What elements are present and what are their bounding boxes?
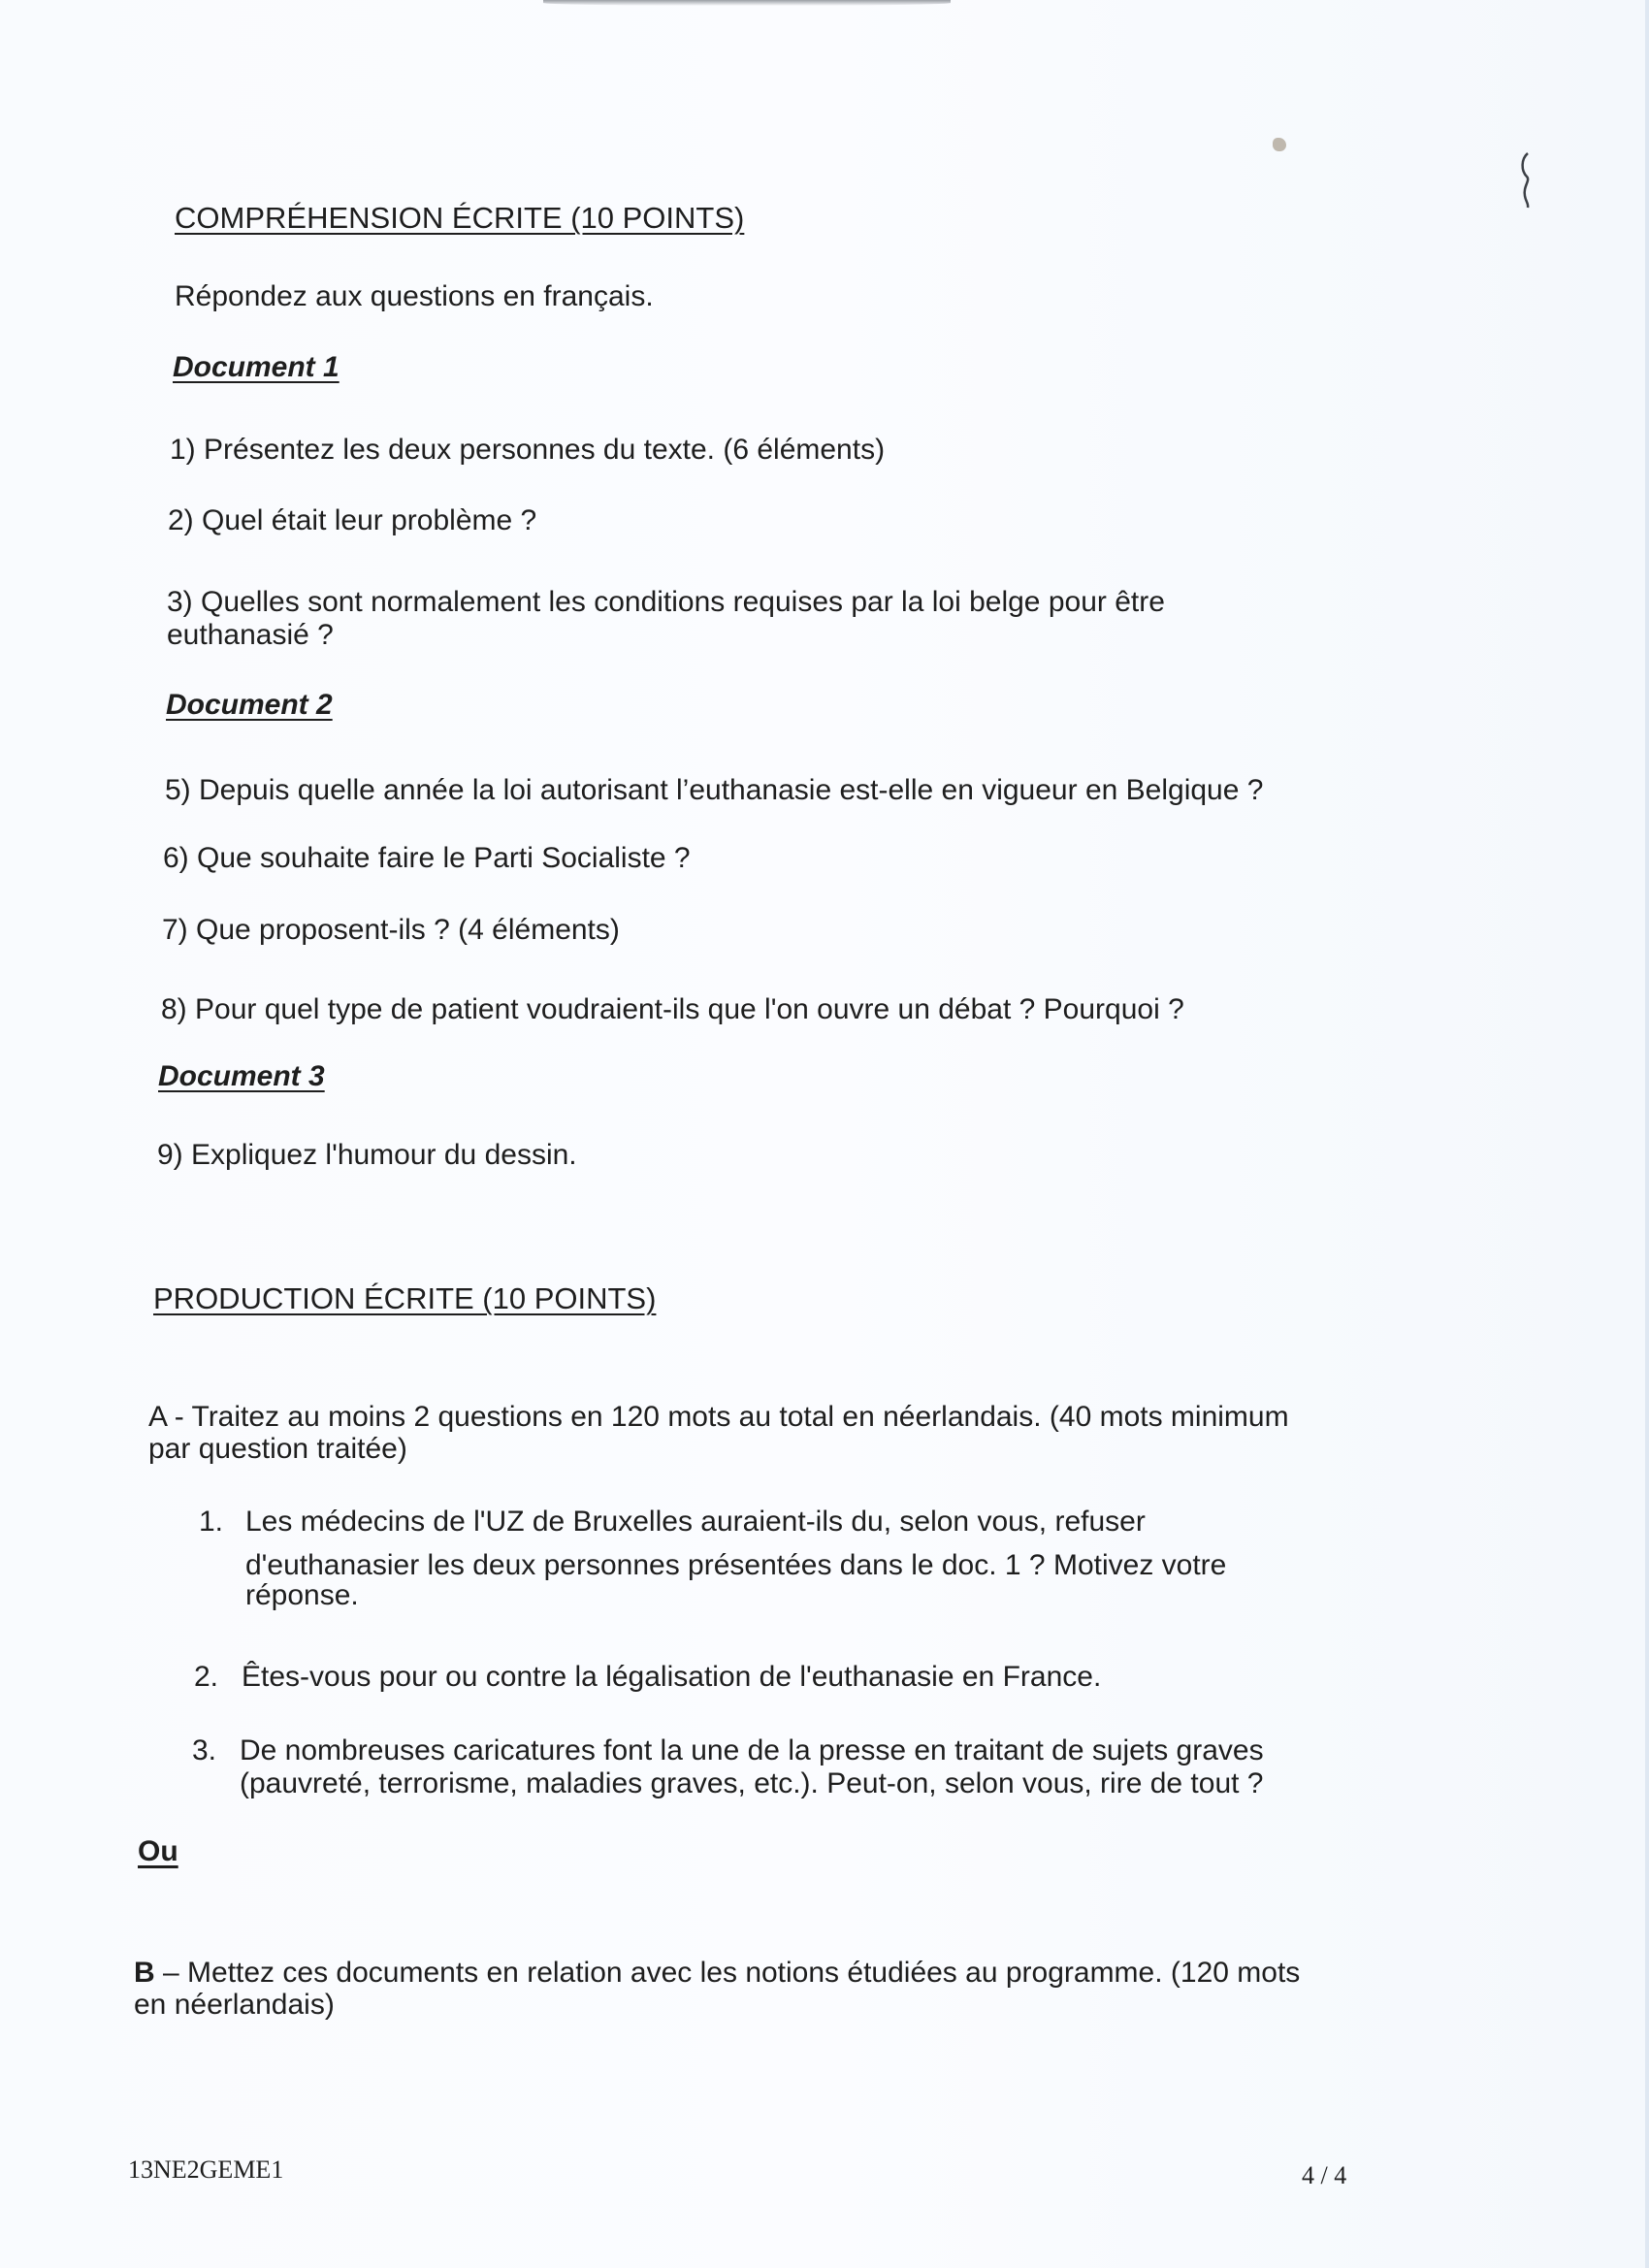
option-b-instruction: – Mettez ces documents en relation avec les notions étudiées au programme. (120 mots bbox=[154, 1957, 1301, 1989]
option-b-line-1 bbox=[134, 1957, 1300, 1990]
option-a-instruction: - Traitez au moins 2 questions en 120 mots au total en néerlandais. (40 mots minimum bbox=[166, 1401, 1289, 1433]
question-7: 7) Que proposent-ils ? (4 éléments) bbox=[162, 914, 620, 946]
question-3: 3) Quelles sont normalement les conditions requises par la loi belge pour être bbox=[167, 586, 1165, 618]
question-1: 1) Présentez les deux personnes du texte. (6 éléments) bbox=[170, 434, 886, 466]
question-8: 8) Pour quel type de patient voudraient-ils que l'on ouvre un débat ? Pourquoi ? bbox=[161, 993, 1184, 1025]
option-b-label: B bbox=[134, 1957, 155, 1989]
scan-shadow bbox=[543, 0, 951, 6]
item-2-number: 2. bbox=[194, 1661, 219, 1693]
question-5: 5) Depuis quelle année la loi autorisant l’euthanasie est-elle en vigueur en Belgique ? bbox=[165, 774, 1264, 806]
option-a-line-2: par question traitée) bbox=[148, 1433, 407, 1465]
option-b-line-2: en néerlandais) bbox=[134, 1989, 335, 2021]
item-2-line-1: Êtes-vous pour ou contre la légalisation de l'euthanasie en France. bbox=[242, 1661, 1102, 1693]
instruction-text: Répondez aux questions en français. bbox=[175, 280, 654, 312]
document-3-title: Document 3 bbox=[158, 1060, 325, 1092]
item-1-line-2: d'euthanasier les deux personnes présentées dans le doc. 1 ? Motivez votre bbox=[245, 1549, 1227, 1581]
question-6: 6) Que souhaite faire le Parti Socialiste ? bbox=[163, 842, 691, 874]
page-edge bbox=[1645, 0, 1649, 2268]
item-3-line-1: De nombreuses caricatures font la une de la presse en traitant de sujets graves bbox=[240, 1734, 1264, 1766]
document-1-title: Document 1 bbox=[173, 351, 340, 383]
comprehension-heading: COMPRÉHENSION ÉCRITE (10 POINTS) bbox=[175, 201, 745, 235]
item-1-line-1: Les médecins de l'UZ de Bruxelles auraient-ils du, selon vous, refuser bbox=[245, 1506, 1146, 1538]
staple-icon bbox=[1519, 146, 1533, 213]
option-a-line-1 bbox=[148, 1401, 1289, 1434]
item-3-number: 3. bbox=[192, 1734, 217, 1766]
option-a-label: A bbox=[148, 1401, 167, 1433]
or-separator: Ou bbox=[138, 1835, 178, 1867]
document-2-title: Document 2 bbox=[166, 689, 333, 721]
item-3-line-2: (pauvreté, terrorisme, maladies graves, etc.). Peut-on, selon vous, rire de tout ? bbox=[240, 1767, 1264, 1799]
question-2: 2) Quel était leur problème ? bbox=[168, 504, 537, 536]
question-9: 9) Expliquez l'humour du dessin. bbox=[157, 1139, 577, 1171]
item-1-number: 1. bbox=[199, 1506, 224, 1538]
page-number: 4 / 4 bbox=[1302, 2161, 1347, 2189]
scan-speck bbox=[1273, 138, 1286, 151]
exam-code: 13NE2GEME1 bbox=[128, 2155, 284, 2184]
question-3-continued: euthanasié ? bbox=[167, 619, 334, 651]
item-1-line-3: réponse. bbox=[245, 1579, 359, 1611]
production-heading: PRODUCTION ÉCRITE (10 POINTS) bbox=[153, 1281, 657, 1315]
